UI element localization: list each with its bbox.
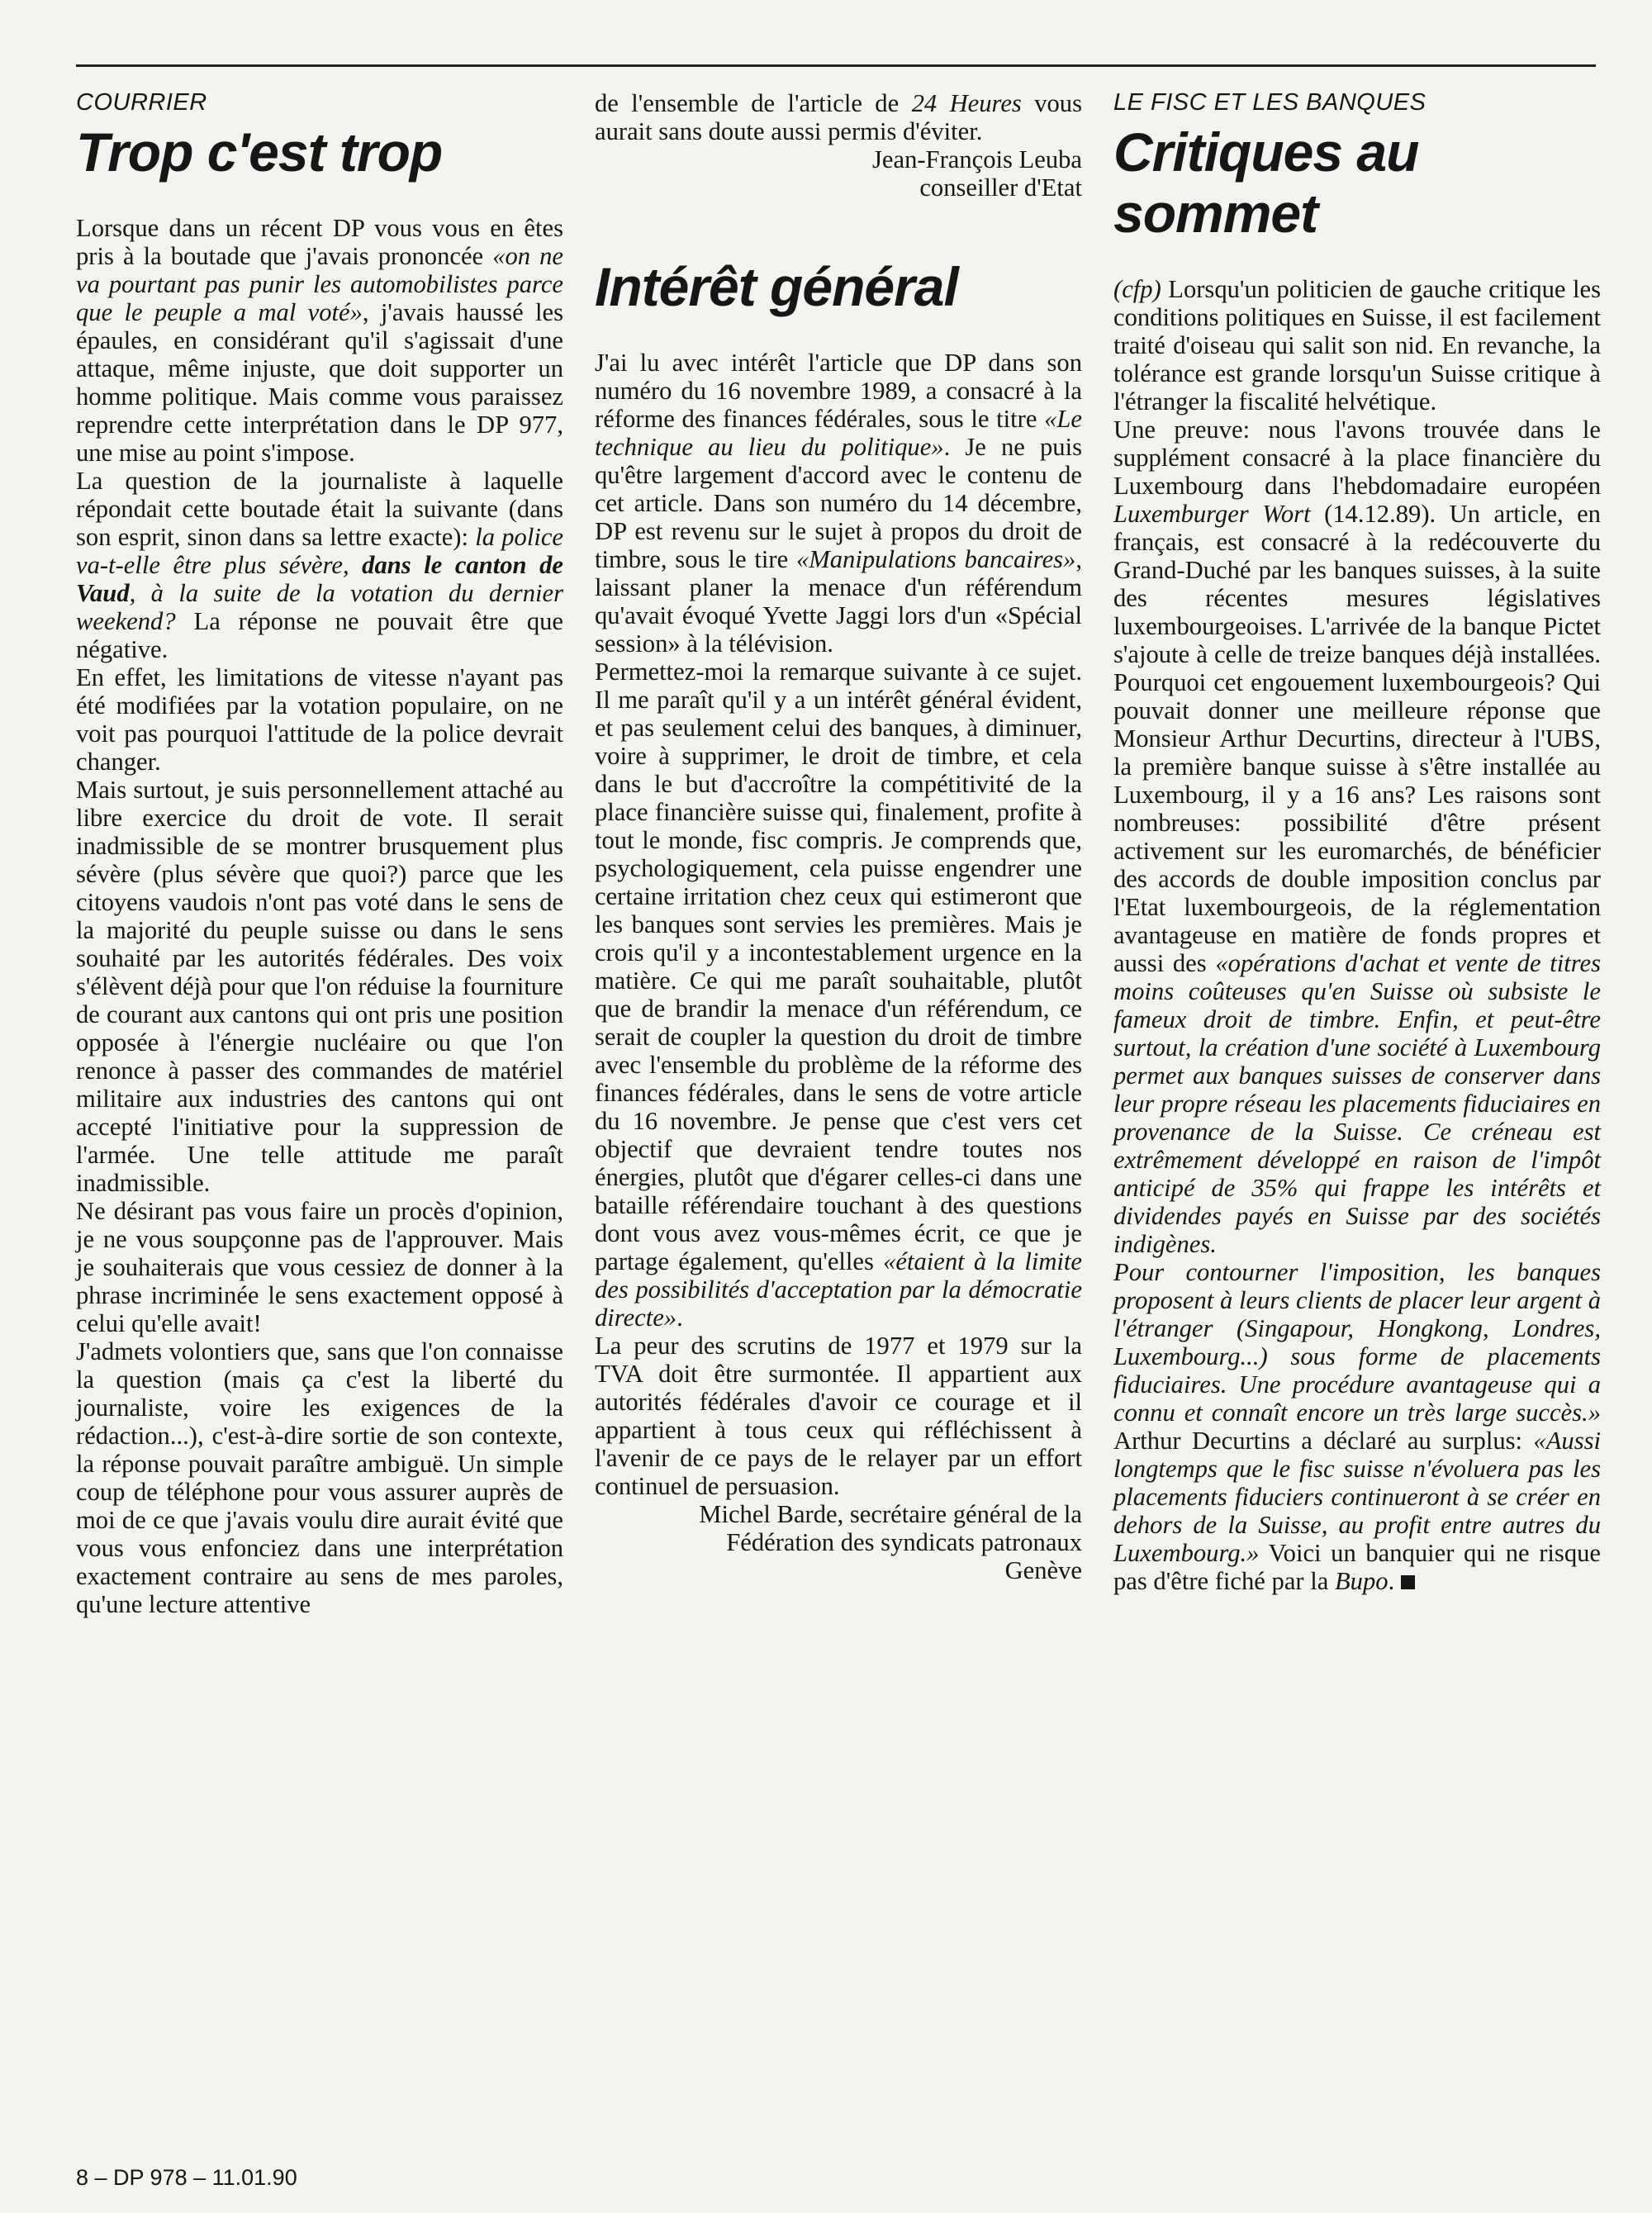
page-folio: 8 – DP 978 – 11.01.90: [76, 2165, 297, 2190]
end-mark: [1401, 1575, 1415, 1589]
paragraph: J'ai lu avec intérêt l'article que DP dans son numéro du 16 novembre 1989, a consacré à la réforme des finances fédérales, sous le titre «Le technique au lieu du politique». Je ne puis qu'être largement d'accord avec le contenu de cet article. Dans son numéro du 14 décembre, DP est revenu sur le sujet à propos du droit de timbre, sous le tire «Manipulations bancaires», laissant planer la menace d'un référendum qu'avait évoqué Yvette Jaggi lors d'un «Spécial session» à la télévision.: [595, 349, 1083, 658]
paragraph: (cfp) Lorsqu'un politicien de gauche critique les conditions politiques en Suisse, il est facilement traité d'oiseau qui salit son nid. En revanche, la tolérance est grande lorsqu'un Suisse critique à l'étranger la fiscalité helvétique.: [1113, 275, 1601, 416]
paragraph: Lorsque dans un récent DP vous vous en êtes pris à la boutade que j'avais prononcée «on ne va pourtant pas punir les automobilistes parce que le peuple a mal voté», j'avais haussé les épaules, en considérant qu'il s'agissait d'une attaque, même injuste, que doit supporter un homme politique. Mais comme vous paraissez reprendre cette interprétation dans le DP 977, une mise au point s'impose.: [76, 214, 564, 467]
paragraph: J'admets volontiers que, sans que l'on connaisse la question (mais ça c'est la liberté du journaliste, voire les exigences de la rédaction...), c'est-à-dire sortie de son contexte, la réponse pouvait paraître ambiguë. Un simple coup de téléphone pour vous assurer auprès de moi de ce que j'avais voulu dire aurait évité que vous vous enfonciez dans une interprétation exactement contraire au sens de mes paroles, qu'une lecture attentive: [76, 1337, 563, 1618]
paragraph: La question de la journaliste à laquelle répondait cette boutade était la suivante (dans son esprit, sinon dans sa lettre exacte): la police va-t-elle être plus sévère, dans le canton de Vaud, à la suite de la votation du dernier weekend? La réponse ne pouvait être que négative.: [76, 467, 563, 663]
paragraph: Pour contourner l'imposition, les banques proposent à leurs clients de placer leur argent à l'étranger (Singapour, Hongkong, Londres, Luxembourg...) sous forme de placements fiduciaires. Une procédure avantageuse qui a connu et connaît encore un très large succès.» Arthur Decurtins a déclaré au surplus: «Aussi longtemps que le fisc suisse n'évoluera pas les placements fiduciers continueront à se créer en dehors de la Suisse, au profit entre autres du Luxembourg.» Voici un banquier qui ne risque pas d'être fiché par la Bupo.: [1113, 1258, 1601, 1595]
signature-line: Genève: [1004, 1556, 1082, 1584]
signature-role: conseiller d'Etat: [919, 173, 1082, 202]
column-fisc-banques: [1113, 89, 1601, 1595]
paragraph: Ne désirant pas vous faire un procès d'opinion, je ne vous soupçonne pas de l'approuver. Mais je souhaiterais que vous cessiez de donner à la phrase incriminée le sens exactement opposé à celui qu'elle avait!: [76, 1197, 563, 1337]
signature-line: Fédération des syndicats patronaux: [726, 1528, 1082, 1556]
section-kicker: COURRIER: [76, 89, 207, 116]
paragraph: Une preuve: nous l'avons trouvée dans le supplément consacré à la place financière du Luxembourg dans l'hebdomadaire européen Luxemburger Wort (14.12.89). Un article, en français, est consacré à la redécouverte du Grand-Duché par les banques suisses, à la suite des récentes mesures législatives luxembourgeoises. L'arrivée de la banque Pictet s'ajoute à celle de treize banques déjà installées. Pourquoi cet engouement luxembourgeois? Qui pouvait donner une meilleure réponse que Monsieur Arthur Decurtins, directeur à l'UBS, la première banque suisse à s'être installée au Luxembourg, il y a 16 ans? Les raisons sont nombreuses: possibilité d'être présent activement sur les euromarchés, de bénéficier des accords de double imposition conclus par l'Etat luxembourgeois, de la réglementation avantageuse en matière de fonds propres et aussi des «opérations d'achat et vente de titres moins coûteuses qu'en Suisse où subsiste le fameux droit de timbre. Enfin, et peut-être surtout, la création d'une société à Luxembourg permet aux banques suisses de conserver dans leur propre réseau les placements fiduciaires en provenance de la Suisse. Ce créneau est extrêmement développé en raison de l'impôt anticipé de 35% qui frappe les intérêts et dividendes payés en Suisse par des sociétés indigènes.: [1113, 416, 1601, 1258]
article-title: Intérêt général: [595, 256, 958, 317]
signature-name: Jean-François Leuba: [872, 145, 1082, 173]
paragraph: Mais surtout, je suis personnellement attaché au libre exercice du droit de vote. Il serait inadmissible de se montrer brusquement plus sévère (plus sévère que quoi?) parce que les citoyens vaudois n'ont pas voté dans le sens de la majorité du peuple suisse ou dans le sens souhaité par les autorités fédérales. Des voix s'élèvent déjà pour que l'on réduise la fourniture de courant aux cantons qui ont pris une position opposée à l'énergie nucléaire ou que l'on renonce à passer des commandes de matériel militaire aux industries des cantons qui ont accepté l'initiative pour la suppression de l'armée. Une telle attitude me paraît inadmissible.: [76, 776, 563, 1197]
top-rule: [76, 64, 1596, 67]
column-courrier: [76, 89, 563, 1618]
article-title: Critiques au sommet: [1113, 121, 1419, 244]
paragraph: La peur des scrutins de 1977 et 1979 sur la TVA doit être surmontée. Il appartient aux autorités fédérales d'avoir ce courage et il appartient à tous ceux qui réfléchissent à l'avenir de ce pays de le relayer par un effort continuel de persuasion.: [595, 1332, 1082, 1500]
paragraph: Permettez-moi la remarque suivante à ce sujet. Il me paraît qu'il y a un intérêt général évident, et pas seulement celui des banques, à diminuer, voire à supprimer, le droit de timbre, et cela dans le but d'accroître la compétitivité de la place financière suisse qui, finalement, profite à tout le monde, fisc compris. Je comprends que, psychologiquement, cela puisse engendrer une certaine irritation chez ceux qui estimeront que les banques sont servies les premières. Mais je crois qu'il y a incontestablement urgence en la matière. Ce qui me paraît souhaitable, plutôt que de brandir la menace d'un référendum, ce serait de coupler la question du droit de timbre avec l'ensemble du problème de la réforme des finances fédérales, dans le sens de votre article du 16 novembre. Je pense que c'est vers cet objectif que devraient tendre toutes nos énergies, plutôt que d'égarer celles-ci dans une bataille référendaire touchant à des questions dont vous avez vous-mêmes écrit, ce que je partage également, qu'elles «étaient à la limite des possibilités d'acceptation par la démocratie directe».: [595, 658, 1082, 1332]
article-title: Trop c'est trop: [76, 121, 443, 183]
paragraph-continuation: de l'ensemble de l'article de 24 Heures vous aurait sans doute aussi permis d'éviter.: [595, 89, 1083, 145]
section-kicker: LE FISC ET LES BANQUES: [1113, 89, 1427, 116]
column-interet-general: [595, 89, 1082, 1584]
signature-line: Michel Barde, secrétaire général de la: [699, 1500, 1082, 1528]
paragraph: En effet, les limitations de vitesse n'ayant pas été modifiées par la votation populaire, on ne voit pas pourquoi l'attitude de la police devrait changer.: [76, 663, 563, 776]
